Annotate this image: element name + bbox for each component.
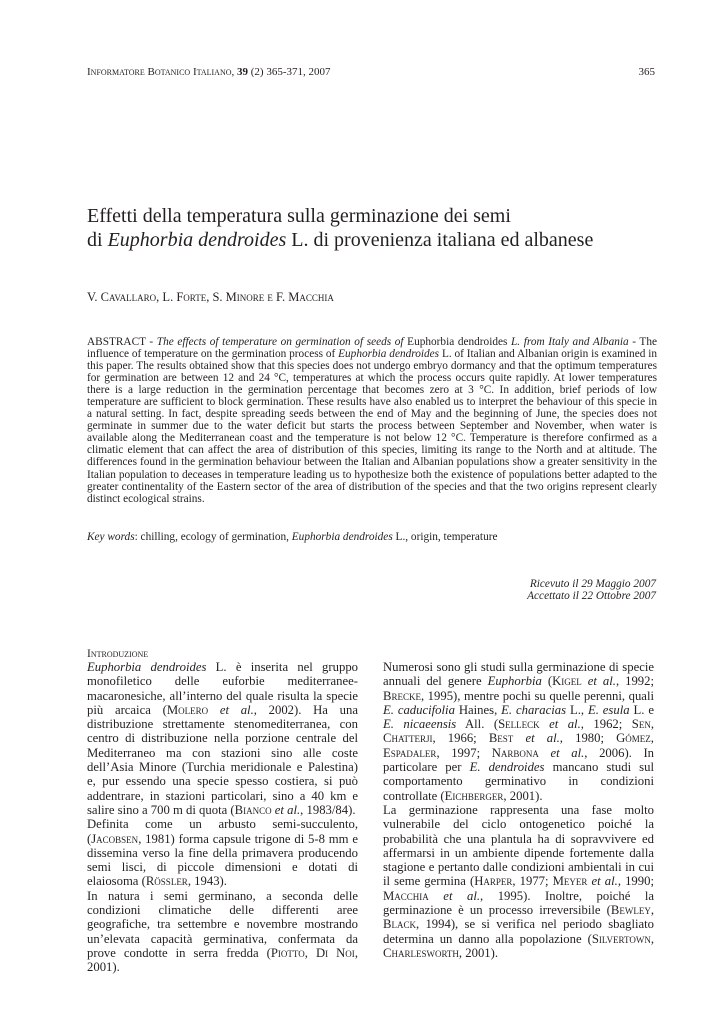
- paragraph: [87, 817, 358, 888]
- keywords-species: Euphorbia dendroides: [291, 531, 393, 543]
- received-date: Ricevuto il 29 Maggio 2007: [529, 578, 656, 590]
- body-text: , 1995), mentre pochi su quelle perenni, quali: [420, 688, 654, 703]
- citation-author: Eichberger: [444, 788, 504, 803]
- abstract-title-species: Euphorbia dendroides: [407, 336, 508, 348]
- species-name: E. dendroides: [469, 760, 545, 775]
- author-list: V. Cavallaro, L. Forte, S. Minore e F. Macchia: [87, 290, 334, 304]
- body-text: In natura i semi germinano, a seconda delle condizioni climatiche delle differenti aree geografiche, tra settembre e novembre mostrando un’elevata capacità germinativa, confermata da prove condotte in serra fredda (: [87, 888, 358, 960]
- citation-etal: et al.: [208, 702, 254, 717]
- paragraph: [383, 803, 654, 960]
- abstract: [87, 336, 657, 505]
- body-text: L. e: [629, 702, 654, 717]
- citation-author: Molero: [166, 702, 209, 717]
- citation-etal: et al.: [271, 802, 301, 817]
- running-header: [87, 66, 655, 82]
- body-text: All. (: [456, 717, 499, 732]
- title-species: Euphorbia dendroides: [107, 229, 287, 251]
- body-text: , 1966;: [432, 731, 489, 746]
- abstract-title-2: L. from Italy and Albania: [507, 336, 629, 348]
- abstract-text-1: - The influence of temperature on the germination process of: [87, 336, 657, 361]
- body-text: Definita come un arbusto semi-succulento, (: [87, 817, 358, 846]
- title-line-2-suffix: L. di provenienza italiana ed albanese: [286, 229, 594, 251]
- abstract-title-1: The effects of temperature on germination of seeds of: [156, 336, 408, 348]
- keywords-text-1: : chilling, ecology of germination,: [134, 531, 292, 543]
- citation-etal: et al.: [587, 874, 618, 889]
- body-text: Haines,: [454, 702, 502, 717]
- keywords-label: Key words: [87, 531, 135, 543]
- journal-citation: [87, 66, 331, 78]
- citation-author: Brecke: [383, 688, 421, 703]
- body-text: , 1962;: [580, 717, 632, 732]
- citation-author: Sen, Chatterji: [383, 717, 654, 746]
- body-text: La germinazione rappresenta una fase molto vulnerabile del ciclo ontogenetico poiché la probabilità che una plantula ha di sopravvivere ed affermarsi in un ambiente dipende fortemente dalla stagione e pertanto dalle condizioni ambientali in cui il seme germina (: [383, 802, 654, 889]
- body-text: , 1983/84).: [300, 802, 356, 817]
- accepted-date: Accettato il 22 Ottobre 2007: [527, 590, 656, 602]
- body-text: , 2001).: [458, 945, 499, 960]
- title-line-1: Effetti della temperatura sulla germinazione dei semi: [87, 205, 511, 227]
- abstract-label: ABSTRACT -: [87, 336, 157, 348]
- abstract-text-2: L. of Italian and Albanian origin is examined in this paper. The results obtained show that this species does not undergo embryo dormancy and that the optimum temperatures for germination are between 12 and 24 °C, temperatures at which the process occurs quite rapidly. At lower temperatures there is a large reduction in the germination percentage that becomes zero at 3 °C. In addition, brief periods of low temperature are sufficient to block germination. These results have also enabled us to interpret the behaviour of this specie in a natural setting. In fact, despite spreading seeds between the end of May and the beginning of June, the species does not germinate in summer due to the water deficit but starts the process between September and November, when water is available along the Mediterranean coast and the temperature is not below 12 °C. Temperature is therefore confirmed as a climatic element that can affect the area of distribution of this species, limiting its range to the North and at altitude. The differences found in the germination behaviour between the Italian and Albanian populations show a greater sensitivity in the Italian population to deceases in temperature leading us to hypothesize both the existence of populations better adapted to the greater continentality of the Eastern sector of the area of distribution of the species and that the two origins represent clearly distinct ecological strains.: [87, 348, 658, 505]
- submission-dates: [527, 578, 656, 602]
- citation-author: Gómez, Espadaler: [383, 731, 654, 760]
- citation-author: Selleck: [498, 717, 540, 732]
- body-text: , 1990;: [617, 874, 654, 889]
- citation-author: Piotto, Di Noi: [270, 945, 355, 960]
- citation-etal: et al.: [539, 717, 581, 732]
- journal-volume: 39: [237, 66, 249, 78]
- body-text: , 1943).: [187, 874, 227, 889]
- species-name: E. caducifolia: [383, 702, 455, 717]
- citation-etal: et al.: [513, 731, 560, 746]
- journal-name: Informatore Botanico Italiano,: [87, 66, 238, 78]
- body-text: , 1977;: [512, 874, 553, 889]
- body-text: Numerosi sono gli studi sulla germinazione di specie annuali del genere: [383, 660, 654, 689]
- citation-author: Jacobsen: [91, 831, 139, 846]
- citation-author: Bianco: [234, 802, 272, 817]
- citation-etal: et al.: [428, 888, 481, 903]
- keywords: [87, 531, 657, 543]
- text-column-right: [383, 660, 654, 960]
- body-text: mancano studi sul comportamento germinativo in condizioni controllate (: [383, 760, 654, 803]
- body-text: L.,: [566, 702, 588, 717]
- keywords-text-2: L., origin, temperature: [392, 531, 498, 543]
- citation-etal: et al.: [581, 674, 616, 689]
- body-text: , 1994), se si verifica nel periodo sbagliato determina un danno alla popolazione (: [383, 917, 654, 946]
- species-name: E. characias: [501, 702, 567, 717]
- citation-author: Kigel: [552, 674, 582, 689]
- body-text: , 1980;: [559, 731, 617, 746]
- body-text: (: [541, 674, 553, 689]
- paragraph: [87, 889, 358, 975]
- text-column-left: [87, 660, 358, 975]
- citation-author: Macchia: [383, 888, 429, 903]
- body-text: , 1981) forma capsule trigone di 5-8 mm e dissemina verso la fine della primavera producendo semi lisci, di piccole dimensioni e dotati di elaiosoma (: [87, 831, 358, 889]
- citation-author: Narbona: [491, 745, 539, 760]
- title-line-2-prefix: di: [87, 229, 108, 251]
- body-text: , 1997;: [436, 745, 492, 760]
- citation-etal: et al.: [538, 745, 585, 760]
- article-title: [87, 204, 657, 252]
- body-text: L. è inserita nel gruppo monofiletico delle euforbie mediterranee-macaronesiche, all’interno del quale risulta la specie più arcaica (: [87, 660, 359, 717]
- citation-author: Meyer: [552, 874, 588, 889]
- page-number: 365: [638, 66, 655, 78]
- species-name: Euphorbia: [487, 674, 542, 689]
- species-name: E. nicaeensis: [383, 717, 457, 732]
- citation-author: Bewley, Black: [383, 903, 654, 932]
- citation-author: Best: [488, 731, 514, 746]
- abstract-species: Euphorbia dendroides: [338, 348, 440, 361]
- citation-author: Rössler: [145, 874, 188, 889]
- section-heading: Introduzione: [87, 648, 149, 660]
- body-text: , 2006). In particolare per: [383, 745, 655, 775]
- paragraph: [383, 660, 654, 803]
- journal-issue-pages: (2) 365-371, 2007: [248, 66, 331, 78]
- body-text: , 2001).: [503, 788, 543, 803]
- body-text: , 1992;: [615, 674, 654, 689]
- citation-author: Silvertown, Charlesworth: [383, 931, 654, 960]
- species-name: E. esula: [587, 702, 630, 717]
- citation-author: Harper: [474, 874, 513, 889]
- body-text: , 1995). Inoltre, poiché la germinazione è un processo irreversibile (: [383, 888, 654, 918]
- body-text: , 2002). Ha una distribuzione strettamente stenomediterranea, con centro di distribuzione nella porzione centrale del Mediterraneo ma con stazioni sino alle coste dell’Asia Minore (Turchia meridionale e Palestina) e, pur essendo una specie spesso costiera, si può addentrare, in stazioni particolari, sino a 40 km e salire sino a 700 m di quota (: [87, 702, 358, 817]
- paragraph: [87, 660, 358, 817]
- species-name: Euphorbia dendroides: [87, 660, 207, 674]
- body-text: , 2001).: [87, 945, 358, 975]
